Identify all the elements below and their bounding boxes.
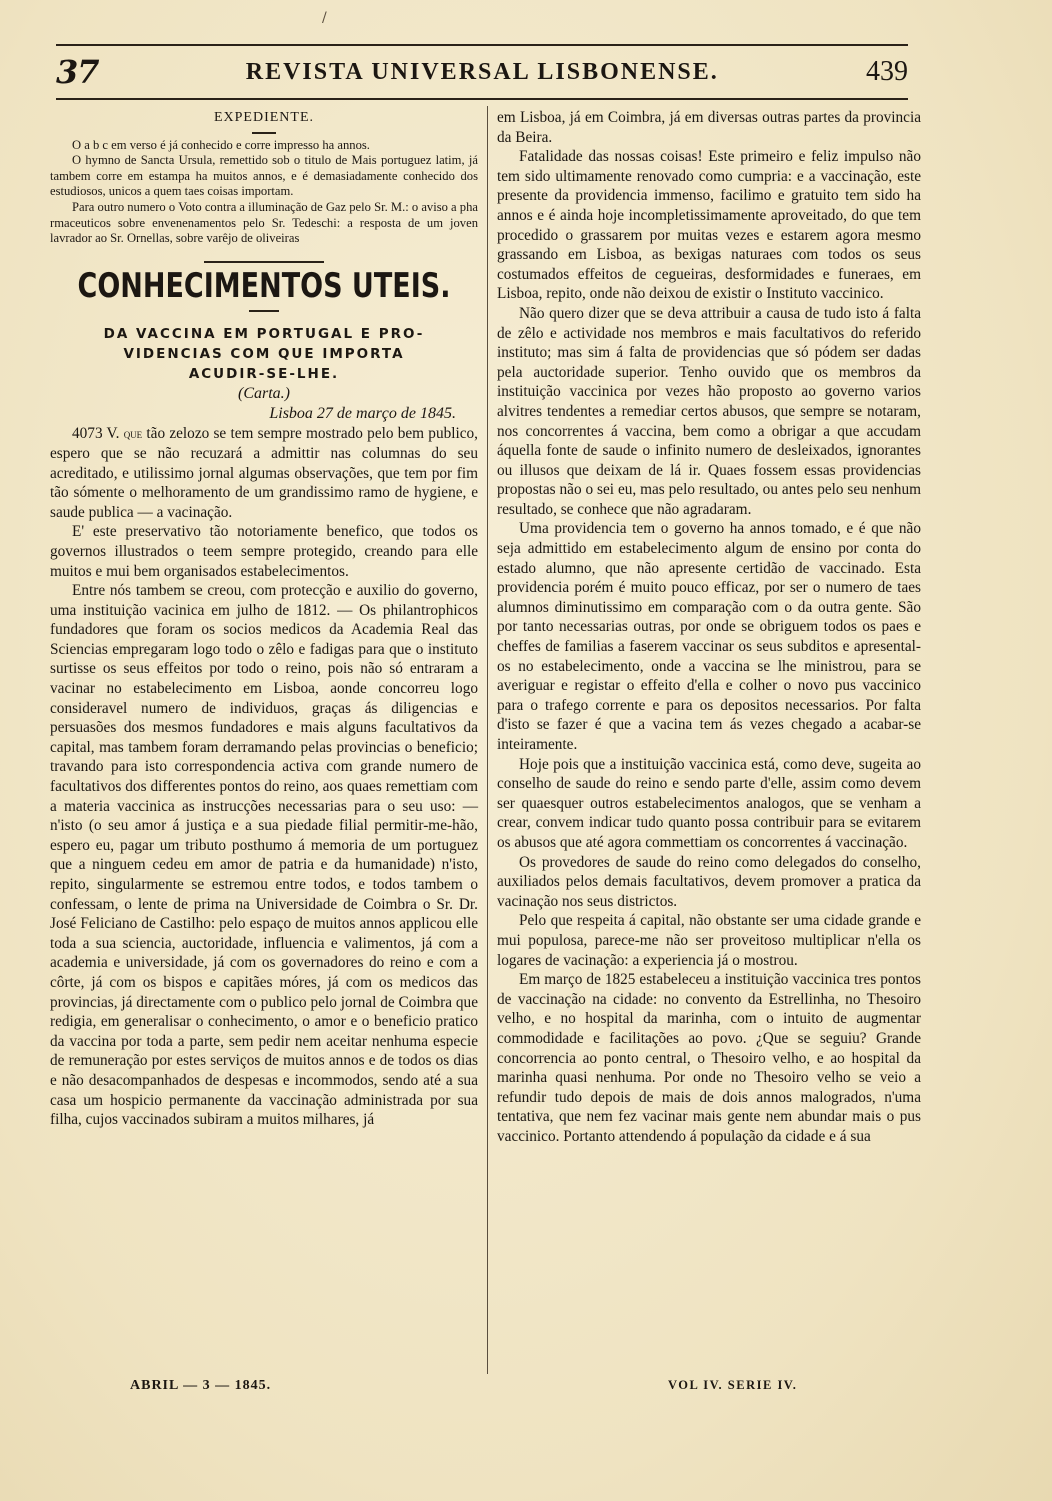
article-paragraph: Fatalidade das nossas coisas! Este primeiro e feliz impulso não tem sido ultimamente renovado como cumpria: e a vaccinação, este presente da providencia immenso, facilimo e gratuito tem sido ha annos e é ainda hoje incompletissimamente aproveitado, do que tem procedido o grassarem por muitas vezes e estarem agora mesmo grassando em Lisboa, as bexigas naturaes com todos os seus costumados effeitos de cegueiras, desformidades e funeraes, em Lisboa, repito, onde não deixou de existir o Instituto vaccinico. [497, 148, 921, 303]
article-lead-paragraph [50, 424, 478, 522]
article-paragraph: Uma providencia tem o governo ha annos tomado, e é que não seja admittido em estabelecimento algum de ensino por conta do estado alumno, que não apresente certidão de vaccinado. Esta providencia porém é muito pouco efficaz, por ser o numero de taes alumnos diminutissimo em comparação com o da outra gente. São por tanto necessarias outras, por onde se obriguem todos os paes e cheffes de familias a faserem vaccinar os seus subditos e apresental-os no estabelecimento, onde a vaccina se lhe ministrou, para se averiguar e registar o effeito d'ella e colher o novo pus vaccinico para o trafego corrente e para os depositos necessarios. Por falta d'isto se fazer é que a vacina tem ás vezes chegado a acabar-se inteiramente. [497, 520, 921, 753]
article-paragraph: Hoje pois que a instituição vaccinica está, como deve, sugeita ao conselho de saude do reino e sendo parte d'elle, assim como devem ser quaesquer outros estabelecimentos analogos, que se venham a crear, convem indicar tudo quanto possa contribuir para se evitarem os abusos que até agora commettiam os concorrentes á vaccinação. [497, 755, 921, 851]
section-title: CONHECIMENTOS UTEIS. [77, 266, 451, 306]
article-paragraph: Os provedores de saude do reino como delegados do conselho, auxiliados pelos demais facultativos, devem promover a pratica da vacinação nos seus districtos. [497, 853, 921, 910]
article-paragraph: em Lisboa, já em Coimbra, já em diversas outras partes da provincia da Beira. [497, 109, 921, 146]
lead-smallcaps: que [123, 426, 143, 442]
expediente-paragraph: Para outro numero o Voto contra a illuminação de Gaz pelo Sr. M.: o aviso a pha rmaceuticos sobre envenenamentos pelo Sr. Tedeschi: a resposta de um joven lavrador ao Sr. Ornellas, sobre varêjo de oliveiras [50, 199, 478, 246]
article-heading-line: ACUDIR-SE-LHE. [188, 366, 340, 383]
article-heading-line: DA VACCINA EM PORTUGAL E PRO- [103, 326, 425, 343]
article-paragraph: Entre nós tambem se creou, com protecção e auxilio do governo, uma instituição vacinica em julho de 1812. — Os philantrophicos fundadores que foram os socios medicos da Academia Real das Sciencias empregaram logo todo o zêlo e fadigas para que o instituto surtisse os seus effeitos por todo o reino, pois não só entraram a vacinar no estabelecimento em Lisboa, aonde concorreu logo consideravel numero de individuos, graças ás diligencias e persuasões dos mesmos fundadores e mais alguns facultativos da capital, mas tambem foram derramando pelas provincias o beneficio; travando para isto correspondencia activa com grande numero de facultativos dos differentes pontos do reino, aos quaes remettiam com a materia vaccinica as instrucções necessarias para o seu uso: — n'isto (o seu amor á justiça e a sua piedade filial permitir-me-hão, espero eu, pagar um tributo posthumo á memoria de um portuguez que a ninguem cedeu em amor de patria e da humanidade) n'isto, repito, singularmente se estremou entre todos, e todos tambem o confessam, o lente de prima na Universidade de Coimbra o Sr. Dr. José Feliciano de Castilho: pelo espaço de muitos annos applicou elle toda a sua sciencia, auctoridade, influencia e valimentos, já com a academia e universidade, já com os governadores do reino e com a côrte, já com os bispos e capitães móres, já com os medicos das provincias, já directamente com o publico pelo jornal de Coimbra que redigia, em generalisar o conhecimento, o amor e o beneficio pratico da vaccina por toda a parte, sem pedir nem aceitar nenhuma especie de remuneração por estes serviços de muitos annos e de todos os dias e não desacompanhados de despesas e incommodos, sendo até a sua casa um hospicio permanente da vaccinação administrada por sua filha, cujos vaccinados subiram a muitos milhares, já [50, 582, 478, 1129]
article-subheading: (Carta.) [238, 385, 290, 403]
pencil-mark: / [322, 10, 327, 26]
expediente-title: EXPEDIENTE. [213, 110, 315, 125]
expediente-paragraph: O a b c em verso é já conhecido e corre impresso ha annos. [72, 137, 370, 152]
expediente-block [50, 138, 478, 247]
page-number: 439 [866, 56, 908, 87]
left-column [50, 108, 478, 1130]
masthead-bottom-rule [56, 98, 908, 100]
article-number: 4073 V. [72, 425, 120, 443]
column-divider [487, 106, 488, 1374]
masthead [56, 50, 908, 94]
article-paragraph: Em março de 1825 estabeleceu a instituição vaccinica tres pontos de vaccinação na cidade: no convento da Estrellinha, no Thesoiro velho, e no hospital da marinha, com o intuito de augmentar commodidade e facilitações ao povo. ¿Que se seguiu? Grande concorrencia ao ponto central, o Thesoiro velho, e ao hospital da marinha quasi nenhuma. Por onde no Thesoiro velho se veio a refundir tudo depois de mais de dois annos malogrados, n'uma tentativa, que nem fez vacinar mais gente nem abundar mais o pus vaccinico. Portanto attendendo á população da cidade e á sua [497, 971, 921, 1145]
short-rule [252, 132, 276, 134]
article-dateline: Lisboa 27 de março de 1845. [269, 405, 456, 423]
ornament-divider [204, 257, 324, 267]
footer-volume: VOL IV. SERIE IV. [668, 1378, 798, 1392]
footer-date: ABRIL — 3 — 1845. [130, 1378, 272, 1393]
article-heading [50, 324, 478, 384]
expediente-paragraph: O hymno de Sancta Ursula, remettido sob o titulo de Mais portuguez latim, já tambem corre em estampa ha muitos annos, e é demasiadamente conhecido dos estudiosos, unicos a quem taes coisas importam. [50, 153, 478, 199]
right-column [497, 108, 921, 1146]
top-rule [56, 44, 908, 46]
article-heading-line: VIDENCIAS COM QUE IMPORTA [123, 346, 405, 363]
lead-text: tão zelozo se tem sempre mostrado pelo bem publico, espero que se não recuzará a admittir nas columnas do seu acreditado, e utilissimo jornal algumas observações, que tem por fim tão sómente o melhoramento de um grandissimo ramo de hygiene, e saude publica — a vacinação. [50, 425, 478, 521]
article-paragraph: Não quero dizer que se deva attribuir a causa de tudo isto á falta de zêlo e actividade nos membros e mais facultativos do referido instituto; mas sim á falta de providencias que só pódem ser dadas pela auctoridade superior. Tenho ouvido que os membros da instituição vaccinica por vezes hão proposto ao governo varios alvitres tendentes a remediar certos abusos, que sempre se notaram, nos concorrentes á vaccina, bem como a obrigar a que accudam áquella fonte de saude o infinito numero de desleixados, ignorantes ou illusos que deixam de lá ir. Quaes fossem essas providencias propostas não o sei eu, mas pelo resultado, ou antes pelo seu nenhum resultado, se conhece que não agradaram. [497, 304, 921, 518]
issue-number: 37 [56, 53, 99, 91]
article-paragraph: E' este preservativo tão notoriamente benefico, que todos os governos illustrados o teem sempre protegido, creando para elle muitos e mui bem organisados estabelecimentos. [50, 523, 478, 580]
short-rule [249, 310, 279, 312]
article-paragraph: Pelo que respeita á capital, não obstante ser uma cidade grande e mui populosa, parece-me não ser proveitoso multiplicar n'ella os logares de vacinação: a experiencia já o mostrou. [497, 912, 921, 969]
journal-title: REVISTA UNIVERSAL LISBONENSE. [245, 58, 719, 85]
